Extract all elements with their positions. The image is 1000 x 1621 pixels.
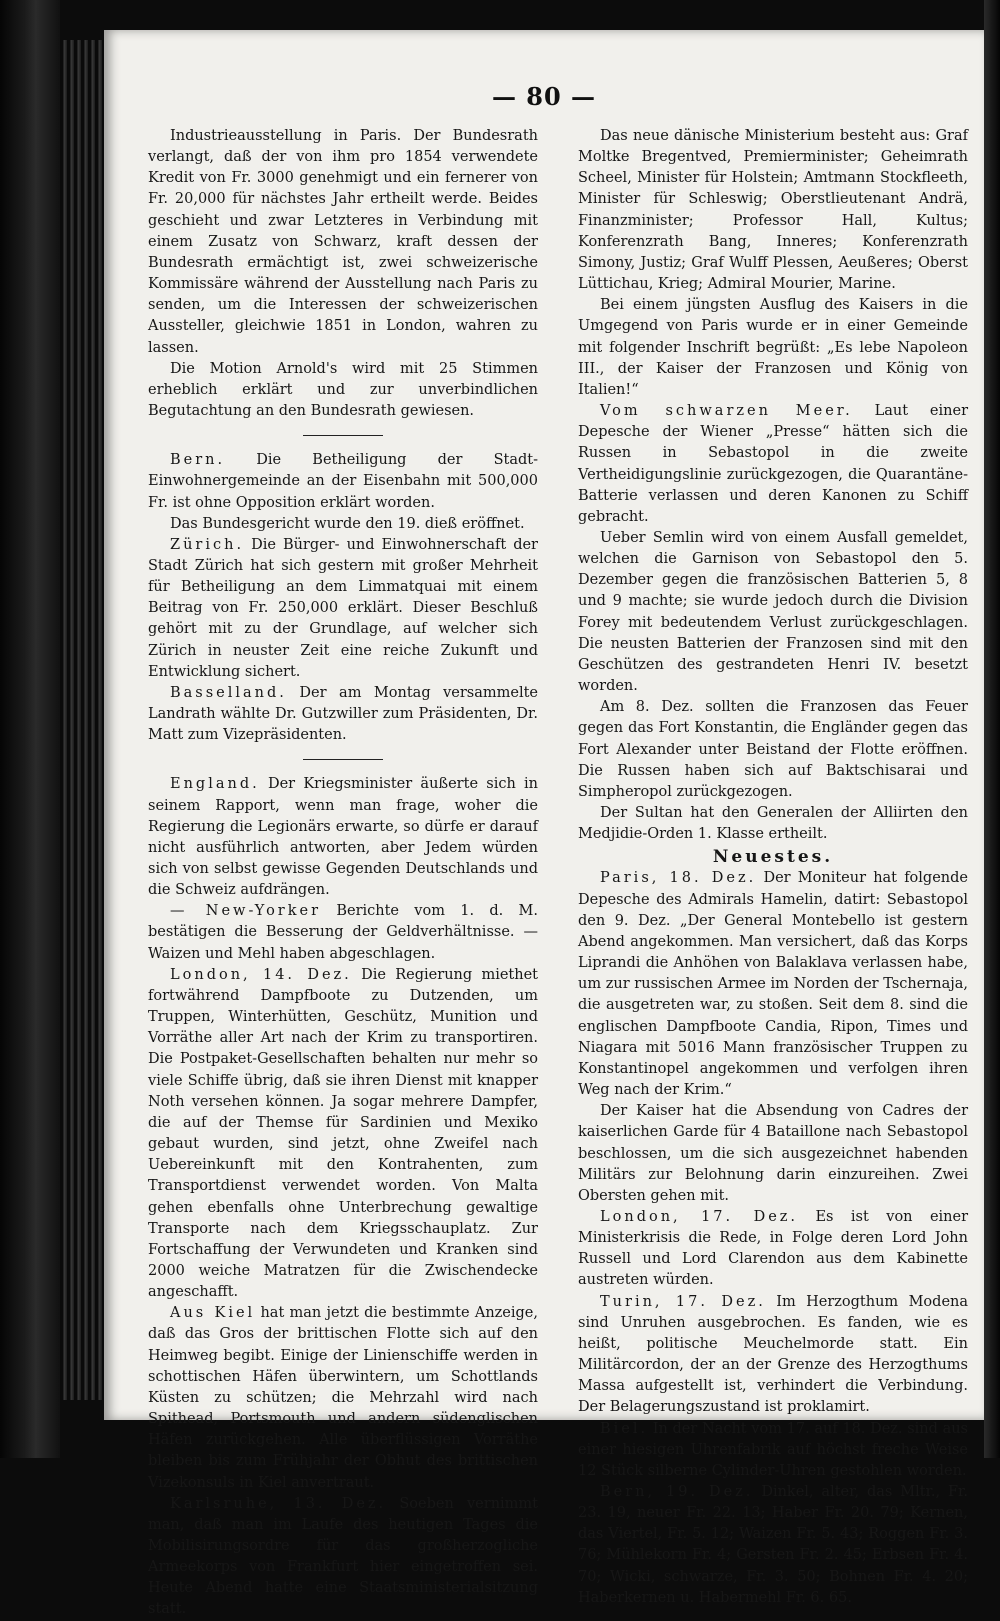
- article-paris: Paris, 18. Dez. Der Moniteur hat folgende Depesche des Admirals Hamelin, datirt: Sebastopol den 9. Dez. „Der General Montebello ist gestern Abend angekommen. Man versichert, daß das Korps Liprandi die Anhöhen von Balaklava verlassen habe, um zur russischen Armee im Norden der Tschernaja, die ausgetreten war, zu stoßen. Seit dem 8. sind die englischen Dampfboote Candia, Ripon, Times und Niagara mit 5016 Mann französischer Truppen zu Konstantinopel angekommen und verfolgen ihren Weg nach der Krim.“: [578, 870, 968, 1099]
- place-baselland: Basselland.: [170, 684, 287, 701]
- article-imperial-guard: Der Kaiser hat die Absendung von Cadres der kaiserlichen Garde für 4 Bataillone nach Sebastopol beschlossen, um die sich ausgezeichnet habenden Militärs zur Belohnung darin einzureihen. Zwei Obersten gehen mit.: [578, 1103, 968, 1204]
- newspaper-page: [104, 30, 984, 1618]
- article-exhibition: Industrieausstellung in Paris. Der Bundesrath verlangt, daß der von ihm pro 1854 verwendete Kredit von Fr. 3000 genehmigt und ein fernerer von Fr. 20,000 für nächstes Jahr ertheilt werde. Beides geschieht und zwar Letzteres in Verbindung mit einem Zusatz von Schwarz, kraft dessen der Bundesrath ermächtigt ist, zwei schweizerische Kommissäre während der Ausstellung nach Paris zu senden, um die Interessen der schweizerischen Aussteller, gleichwie 1851 in London, wahren zu lassen.: [148, 128, 538, 356]
- article-fort-konstantin: Am 8. Dez. sollten die Franzosen das Feuer gegen das Fort Konstantin, die Engländer gegen das Fort Alexander unter Beistand der Flotte eröffnen. Die Russen haben sich auf Baktschisarai und Simpheropol zurückgezogen.: [578, 699, 968, 800]
- place-bern-prices: Bern, 19. Dez.: [600, 1484, 754, 1500]
- book-spine: [60, 40, 106, 1400]
- article-bundesgericht: Das Bundesgericht wurde den 19. dieß eröffnet.: [170, 515, 525, 532]
- place-london-17: London, 17. Dez.: [600, 1208, 799, 1225]
- place-paris: Paris, 18. Dez.: [600, 870, 757, 887]
- article-sultan: Der Sultan hat den Generalen der Alliirten den Medjidie-Orden 1. Klasse ertheilt.: [578, 805, 968, 843]
- article-biel: Biel. In der Nacht vom 17. auf 18. Dez. sind aus einer hiesigen Uhrenfabrik auf höchst freche Weise 12 Stück silberne Cylinder-Uhren gestohlen worden.: [578, 1420, 968, 1479]
- section-divider: [303, 759, 383, 760]
- article-semlin: Ueber Semlin wird von einem Ausfall gemeldet, welchen die Garnison von Sebastopol den 5. Dezember gegen die französischen Batterien 5, 8 und 9 machte; sie wurde jedoch durch die Division Forey mit bedeutendem Verlust zurückgeschlagen. Die neusten Batterien der Franzosen sind mit den Geschützen des gestrandeten Henri IV. besetzt worden.: [578, 529, 968, 695]
- article-turin: Turin, 17. Dez. Im Herzogthum Modena sind Unruhen ausgebrochen. Es fanden, wie es heißt, politische Meuchelmorde statt. Ein Militärcordon, der an der Grenze des Herzogthums Massa aufgestellt ist, verhindert die Verbindung. Der Belagerungszustand ist proklamirt.: [578, 1293, 969, 1416]
- place-black-sea: Vom schwarzen Meer.: [600, 403, 853, 420]
- article-zurich: Zürich. Die Bürger- und Einwohnerschaft der Stadt Zürich hat sich gestern mit großer Mehrheit für Betheiligung an dem Limmatquai mit einem Beitrag von Fr. 250,000 erklärt. Dieser Beschluß gehört mit zu der Grundlage, auf welcher sich Zürich in neuster Zeit eine reiche Zukunft und Entwicklung sichert.: [148, 536, 538, 680]
- article-emperor-trip: Bei einem jüngsten Ausflug des Kaisers in die Umgegend von Paris wurde er in einer Gemeinde mit folgender Inschrift begrüßt: „Es lebe Napoleon III., der Kaiser der Franzosen und König von Italien!“: [578, 297, 968, 398]
- article-baselland: Basselland. Der am Montag versammelte Landrath wählte Dr. Gutzwiller zum Präsidenten, Dr. Matt zum Vizepräsidenten.: [148, 684, 539, 744]
- article-england: England. Der Kriegsminister äußerte sich in seinem Rapport, wenn man frage, woher die Regierung die Legionärs erwarte, so dürfe er darauf nicht ausführlich antworten, aber Jedem würden sich von selbst gewisse Gegenden Deutschlands und die Schweiz aufdrängen.: [148, 776, 539, 899]
- article-motion-arnold: Die Motion Arnold's wird mit 25 Stimmen erheblich erklärt und zur unverbindlichen Begutachtung an den Bundesrath gewiesen.: [148, 360, 538, 420]
- article-bern-prices: Bern, 19. Dez. Dinkel, alter, das Mltr., Fr. 23. 19, neuer Fr. 22. 13; Haber Fr. 20. 79; Kernen, das Viertel, Fr. 5. 12; Waizen Fr. 5. 43; Roggen Fr. 3. 76; Mühlekorn Fr. 4; Gersten Fr. 2. 45; Erbsen Fr. 4. 70; Wicki, schwarze, Fr. 3. 50; Bohnen Fr. 4. 20; Haberkernen u. Habermehl Fr. 6. 65.: [578, 1484, 968, 1606]
- right-column: [578, 126, 968, 1609]
- place-karlsruhe: Karlsruhe, 13. Dez.: [170, 1495, 387, 1512]
- scan-border: [0, 0, 60, 1458]
- place-london-14: London, 14. Dez.: [170, 966, 352, 983]
- article-danish-ministry: Das neue dänische Ministerium besteht aus: Graf Moltke Bregentved, Premierminister; Geheimrath Scheel, Minister für Holstein; Amtmann Stockfleeth, Minister für Schleswig; Oberstlieutenant Andrä, Finanzminister; Professor Hall, Kultus; Konferenzrath Bang, Inneres; Konferenzrath Simony, Justiz; Graf Wulff Plessen, Aeußeres; Oberst Lüttichau, Krieg; Admiral Mourier, Marine.: [578, 128, 968, 293]
- section-heading-neuestes: Neuestes.: [712, 847, 834, 868]
- place-bern: Bern.: [170, 452, 226, 469]
- place-zurich: Zürich.: [170, 536, 245, 553]
- article-london-17: London, 17. Dez. Es ist von einer Ministerkrisis die Rede, in Folge deren Lord John Russell und Lord Clarendon aus dem Kabinette austreten würden.: [578, 1208, 969, 1289]
- place-turin: Turin, 17. Dez.: [600, 1293, 766, 1310]
- place-england: England.: [170, 776, 260, 793]
- article-kiel: Aus Kiel hat man jetzt die bestimmte Anzeige, daß das Gros der brittischen Flotte sich auf den Heimweg begibt. Einige der Linienschiffe werden in schottischen Häfen überwintern, um Schottlands Küsten zu schützen; die Mehrzahl wird nach Spithead, Portsmouth und andern südenglischen Häfen zurückgehen. Alle überflüssigen Vorräthe bleiben bis zum Frühjahr der Obhut des brittischen Vizekonsuls in Kiel anvertraut.: [148, 1305, 538, 1491]
- article-new-york: — New-Yorker Berichte vom 1. d. M. bestätigen die Besserung der Geldverhältnisse. — Waizen und Mehl haben abgeschlagen.: [148, 903, 539, 962]
- scan-edge: [984, 0, 1000, 1458]
- left-column: [148, 126, 538, 1621]
- section-divider: [303, 435, 383, 436]
- place-kiel: Aus Kiel: [170, 1305, 256, 1322]
- page-number: — 80 —: [491, 82, 597, 111]
- place-new-york: — New-Yorker: [170, 903, 322, 920]
- article-black-sea: Vom schwarzen Meer. Laut einer Depesche der Wiener „Presse“ hätten sich die Russen in Sebastopol in die zweite Vertheidigungslinie zurückgezogen, die Quarantäne-Batterie verlassen und deren Kanonen zu Schiff gebracht.: [578, 403, 968, 525]
- article-bern: Bern. Die Betheiligung der Stadt-Einwohnergemeinde an der Eisenbahn mit 500,000 Fr. ist ohne Opposition erklärt worden.: [148, 452, 538, 511]
- place-biel: Biel.: [600, 1420, 649, 1437]
- article-karlsruhe: Karlsruhe, 13. Dez. Soeben vernimmt man, daß man im Laufe des heutigen Tages die Mobilisirungsordre für das großherzogliche Armeekorps von Frankfurt hier eingetroffen sei. Heute Abend hatte eine Staatsministerialsitzung statt.: [148, 1495, 538, 1618]
- article-london-14: London, 14. Dez. Die Regierung miethet fortwährend Dampfboote zu Dutzenden, um Truppen, Winterhütten, Geschütz, Munition und Vorräthe aller Art nach der Krim zu transportiren. Die Postpaket-Gesellschaften behalten nur mehr so viele Schiffe übrig, daß sie ihren Dienst mit knapper Noth versehen können. Ja sogar mehrere Dampfer, die auf der Themse für Sardinien und Mexiko gebaut wurden, sind jetzt, ohne Zweifel nach Uebereinkunft mit den Kontrahenten, zum Transportdienst verwendet worden. Von Malta gehen ebenfalls ohne Unterbrechung gewaltige Transporte nach dem Kriegsschauplatz. Zur Fortschaffung der Verwundeten und Kranken sind 2000 weiche Matratzen für die Zwischendecke angeschafft.: [148, 966, 539, 1301]
